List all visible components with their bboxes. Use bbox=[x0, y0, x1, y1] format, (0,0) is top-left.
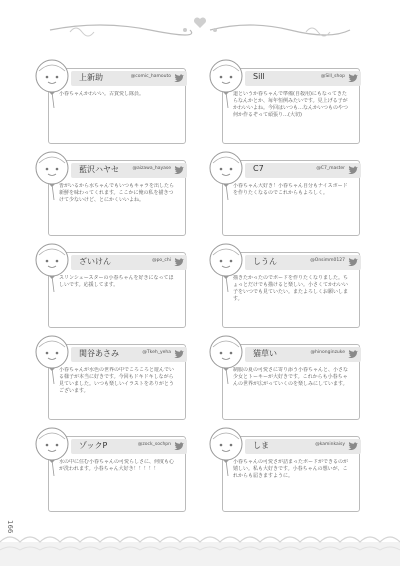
comment-text: 小春ちゃんかわいい。古賀愛し隊員。 bbox=[59, 91, 145, 97]
comment-text: スリンシェースターの小春ちゃんを好きになってほしいです。応援してます。 bbox=[59, 275, 174, 288]
twitter-bird-icon bbox=[348, 350, 358, 358]
nameplate bbox=[245, 439, 361, 454]
author-name: ゾックP bbox=[79, 441, 108, 450]
twitter-bird-icon bbox=[348, 442, 358, 450]
nameplate bbox=[71, 255, 187, 270]
comment-card bbox=[34, 58, 184, 144]
balloon-avatar-icon bbox=[34, 426, 70, 478]
twitter-bird-icon bbox=[174, 74, 184, 82]
author-name: 猫草い bbox=[253, 349, 277, 358]
balloon-avatar-icon bbox=[34, 334, 70, 386]
balloon-avatar-icon bbox=[208, 334, 244, 386]
twitter-bird-icon bbox=[174, 350, 184, 358]
balloon-avatar-icon bbox=[34, 150, 70, 202]
balloon-avatar-icon bbox=[208, 242, 244, 294]
author-name: しま bbox=[253, 441, 269, 450]
author-name: 藍沢ハヤセ bbox=[79, 165, 119, 174]
comment-card bbox=[34, 334, 184, 420]
balloon-avatar-icon bbox=[208, 150, 244, 202]
heart-icon bbox=[193, 16, 207, 30]
twitter-bird-icon bbox=[348, 74, 358, 82]
twitter-bird-icon bbox=[348, 258, 358, 266]
comment-text: 制服の夏の可愛さに寄り添う小春ちゃんと、小さな少女とトーキーが大好きです。これからも小春ちゃんの世界が広がっていくのを楽しみにしています。 bbox=[233, 367, 349, 387]
comment-card bbox=[208, 58, 358, 144]
balloon-avatar-icon bbox=[208, 58, 244, 110]
comment-card bbox=[34, 426, 184, 512]
balloon-avatar-icon bbox=[34, 58, 70, 110]
nameplate bbox=[71, 347, 187, 362]
author-name: 関谷あさみ bbox=[79, 349, 119, 358]
comment-card bbox=[208, 334, 358, 420]
twitter-handle: @Onsimm0127 bbox=[310, 258, 345, 263]
comment-text: 小春ちゃんが水色の世界の中でころころと遊んでいる様子が本当に好きです。今回もドキドキしながら見ていました。いつも楽しいイラストをありがとうございます。 bbox=[59, 367, 175, 394]
comment-text: 水の中に住む小春ちゃんの可愛らしさに、何度も心が洗われます。小春ちゃん大好き！！！！！ bbox=[59, 459, 175, 472]
comment-card bbox=[208, 242, 358, 328]
author-name: 上新助 bbox=[79, 73, 103, 82]
twitter-handle: @Tkeh_yeha bbox=[142, 350, 171, 355]
twitter-bird-icon bbox=[348, 166, 358, 174]
comment-text: 小春ちゃん大好き！小春ちゃん自分もナイスボードを作りたくなるのでこれからもよろしく。 bbox=[233, 183, 348, 196]
balloon-avatar-icon bbox=[208, 426, 244, 478]
twitter-bird-icon bbox=[174, 258, 184, 266]
comment-text: 皆がいるから水ちゃんでもいつもキャラを出したら新鮮を味わってくれます。ここかに俺の私を描きつけて少ないけど、とにかくいいよね。 bbox=[59, 183, 175, 203]
nameplate bbox=[71, 163, 187, 178]
author-name: ざいけん bbox=[79, 257, 111, 266]
author-name: C7 bbox=[253, 164, 264, 173]
twitter-handle: @Sill_shop bbox=[320, 74, 345, 79]
twitter-handle: @aizawa_hayase bbox=[132, 166, 171, 171]
author-name: Sill bbox=[253, 72, 265, 81]
page-number: 166 bbox=[6, 520, 14, 534]
comment-text: 道というか春ちゃんで準備(自殺用)にもなってきたらなんかとか、毎年恒例みたいです。見上げる子がかわいいよね。今回はいつも…なんかいつものやつ何か作るぞって頑張り…(大切) bbox=[233, 91, 349, 118]
twitter-handle: @C7_master bbox=[316, 166, 345, 171]
twitter-handle: @comic_hamouto bbox=[130, 74, 171, 79]
comment-card bbox=[208, 426, 358, 512]
nameplate bbox=[71, 71, 187, 86]
nameplate bbox=[245, 347, 361, 362]
nameplate bbox=[245, 71, 361, 86]
twitter-bird-icon bbox=[174, 166, 184, 174]
twitter-bird-icon bbox=[174, 442, 184, 450]
nameplate bbox=[245, 255, 361, 270]
twitter-handle: @kaminkaisy bbox=[315, 442, 345, 447]
comment-text: 描きたかったのでボードを作りたくなりました。ちょっとだけでも描けると楽しい。小さくてかわいい子をいつでも見ていたい。またよろしくお願いします。 bbox=[233, 275, 349, 302]
twitter-handle: @po_chi bbox=[152, 258, 171, 263]
twitter-handle: @zock_sochpn bbox=[137, 442, 171, 447]
comment-card bbox=[34, 150, 184, 236]
balloon-avatar-icon bbox=[34, 242, 70, 294]
comment-text: 小春ちゃんの可愛さが詰まったボードができるのが嬉しい。私も大好きです。小春ちゃんの想いが、これからも届きますように。 bbox=[233, 459, 349, 479]
twitter-handle: @hinonginzuke bbox=[310, 350, 345, 355]
nameplate bbox=[245, 163, 361, 178]
comment-card bbox=[208, 150, 358, 236]
bottom-lace-border bbox=[0, 526, 400, 566]
author-name: しうん bbox=[253, 257, 277, 266]
nameplate bbox=[71, 439, 187, 454]
comment-card bbox=[34, 242, 184, 328]
